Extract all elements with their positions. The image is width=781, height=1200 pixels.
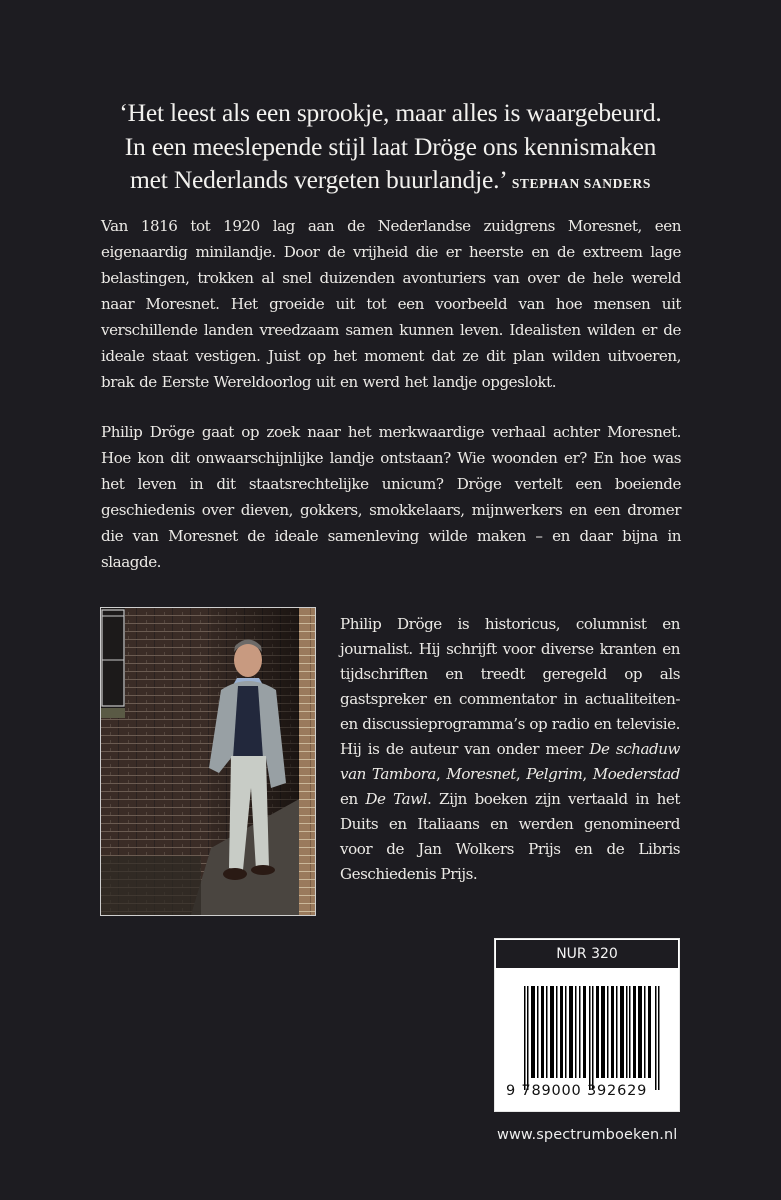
- blurb-paragraph-1: Van 1816 tot 1920 lag aan de Nederlandse zuidgrens Moresnet, een eigenaardig minilandje. Door de vrijheid die er heerste en de extreem lage belastingen, trokken al snel duizenden avonturiers van over de hele wereld naar Moresnet. Het groeide uit tot een voorbeeld van hoe mensen uit verschillende landen vreedzaam samen kunnen leven. Idealisten wilden er de ideale staat vestigen. Juist op het moment dat ze dit plan wilden uitvoeren, brak de Eerste Wereldoorlog uit en werd het landje opgeslokt.: [101, 217, 681, 391]
- bio-separator: en: [340, 790, 366, 808]
- quote-attribution: STEPHAN SANDERS: [511, 176, 651, 191]
- author-photo-illustration: [101, 608, 315, 915]
- bio-separator: ,: [435, 765, 447, 783]
- quote-line-1: ‘Het leest als een sprookje, maar alles is waargebeurd.: [119, 98, 662, 127]
- book-title-1: De schaduw van Tambora: [340, 740, 680, 783]
- isbn-number: 9 789000 392629: [506, 1083, 648, 1099]
- bio-outro: . Zijn boeken zijn vertaald in het Duits en Italiaans en werden genomineerd voor de Jan Wolkers Prijs en de Libris Geschiedenis Prijs.: [340, 790, 680, 883]
- bio-separator: ,: [582, 765, 593, 783]
- bio-separator: ,: [515, 765, 527, 783]
- book-title-2: Moresnet: [446, 765, 516, 783]
- bio-intro: Philip Dröge is historicus, columnist en journalist. Hij schrijft voor diverse kranten en tijdschriften en treedt geregeld op als gastspreker en commentator in actualiteiten- en discussieprogramma’s op radio en televisie. Hij is de auteur van onder meer: [340, 615, 680, 758]
- publisher-url[interactable]: www.spectrumboeken.nl: [497, 1127, 678, 1143]
- blurb-paragraph-2: Philip Dröge gaat op zoek naar het merkwaardige verhaal achter Moresnet. Hoe kon dit onwaarschijnlijke landje ontstaan? Wie woonden er? En hoe was het leven in dit staatsrechtelijke unicum? Dröge vertelt een boeiende geschiedenis over dieven, gokkers, smokkelaars, mijnwerkers en een dromer die van Moresnet de ideale samenleving wilde maken – en daar bijna in slaagde.: [101, 423, 681, 571]
- book-title-3: Pelgrim: [526, 765, 583, 783]
- quote-line-3: [0, 163, 781, 201]
- barcode-icon: [524, 986, 660, 1090]
- author-bio: [340, 612, 680, 887]
- book-title-5: De Tawl: [365, 790, 428, 808]
- quote-line-2: In een meeslepende stijl laat Dröge ons kennismaken: [124, 131, 657, 161]
- book-title-4: Moederstad: [592, 765, 680, 783]
- nur-code: NUR 320: [495, 939, 679, 969]
- quote-line-3-text: met Nederlands vergeten buurlandje.’: [130, 165, 506, 194]
- cover-quote: [0, 96, 781, 201]
- author-photo: [100, 607, 316, 916]
